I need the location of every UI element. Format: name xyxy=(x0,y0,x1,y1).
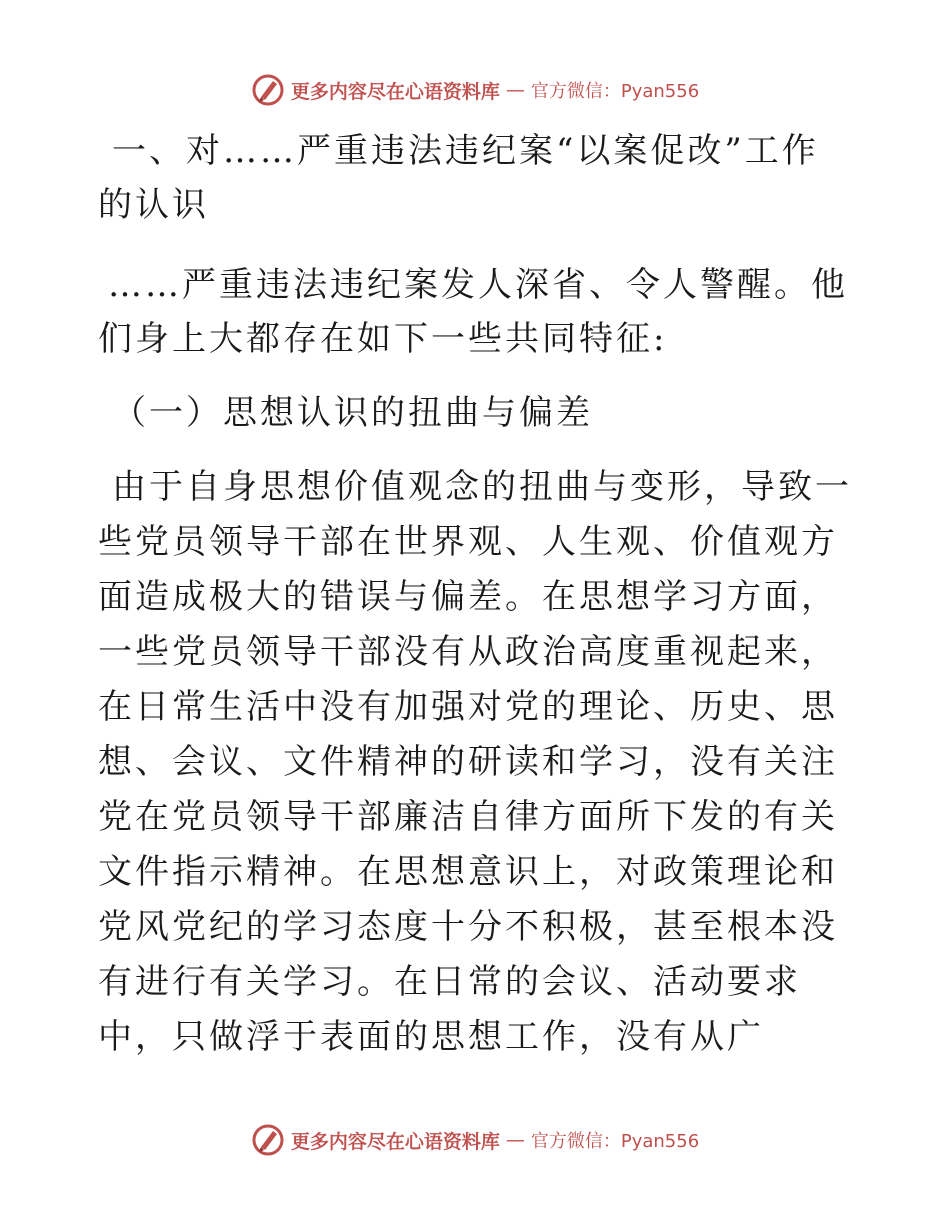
watermark-dash: — xyxy=(505,1129,525,1151)
watermark-dash: — xyxy=(505,79,525,101)
header-watermark xyxy=(0,70,950,110)
pen-logo-icon xyxy=(251,1123,285,1157)
footer-watermark xyxy=(0,1120,950,1160)
watermark-brand: 更多内容尽在心语资料库 xyxy=(290,1130,500,1153)
section-heading: （一）思想认识的扭曲与偏差 xyxy=(112,393,593,433)
document-title: 一、对……严重违法违纪案“以案促改”工作的认识 xyxy=(98,131,819,225)
intro-paragraph: ……严重违法违纪案发人深省、令人警醒。他们身上大都存在如下一些共同特征: xyxy=(98,265,848,359)
body-paragraph: 由于自身思想价值观念的扭曲与变形，导致一些党员领导干部在世界观、人生观、价值观方面造成极大的错误与偏差。在思想学习方面，一些党员领导干部没有从政治高度重视起来，在日常生活中没有加强对党的理论、历史、思想、会议、文件精神的研读和学习，没有关注党在党员领导干部廉洁自律方面所下发的有关文件指示精神。在思想意识上，对政策理论和党风党纪的学习态度十分不积极，甚至根本没有进行有关学习。在日常的会议、活动要求中，只做浮于表面的思想工作，没有从广 xyxy=(98,467,852,1057)
document-content xyxy=(98,120,852,1065)
watermark-contact: 官方微信：Pyan556 xyxy=(530,1131,700,1152)
pen-logo-icon xyxy=(251,73,285,107)
watermark-contact: 官方微信：Pyan556 xyxy=(530,81,700,102)
watermark-brand: 更多内容尽在心语资料库 xyxy=(290,80,500,103)
